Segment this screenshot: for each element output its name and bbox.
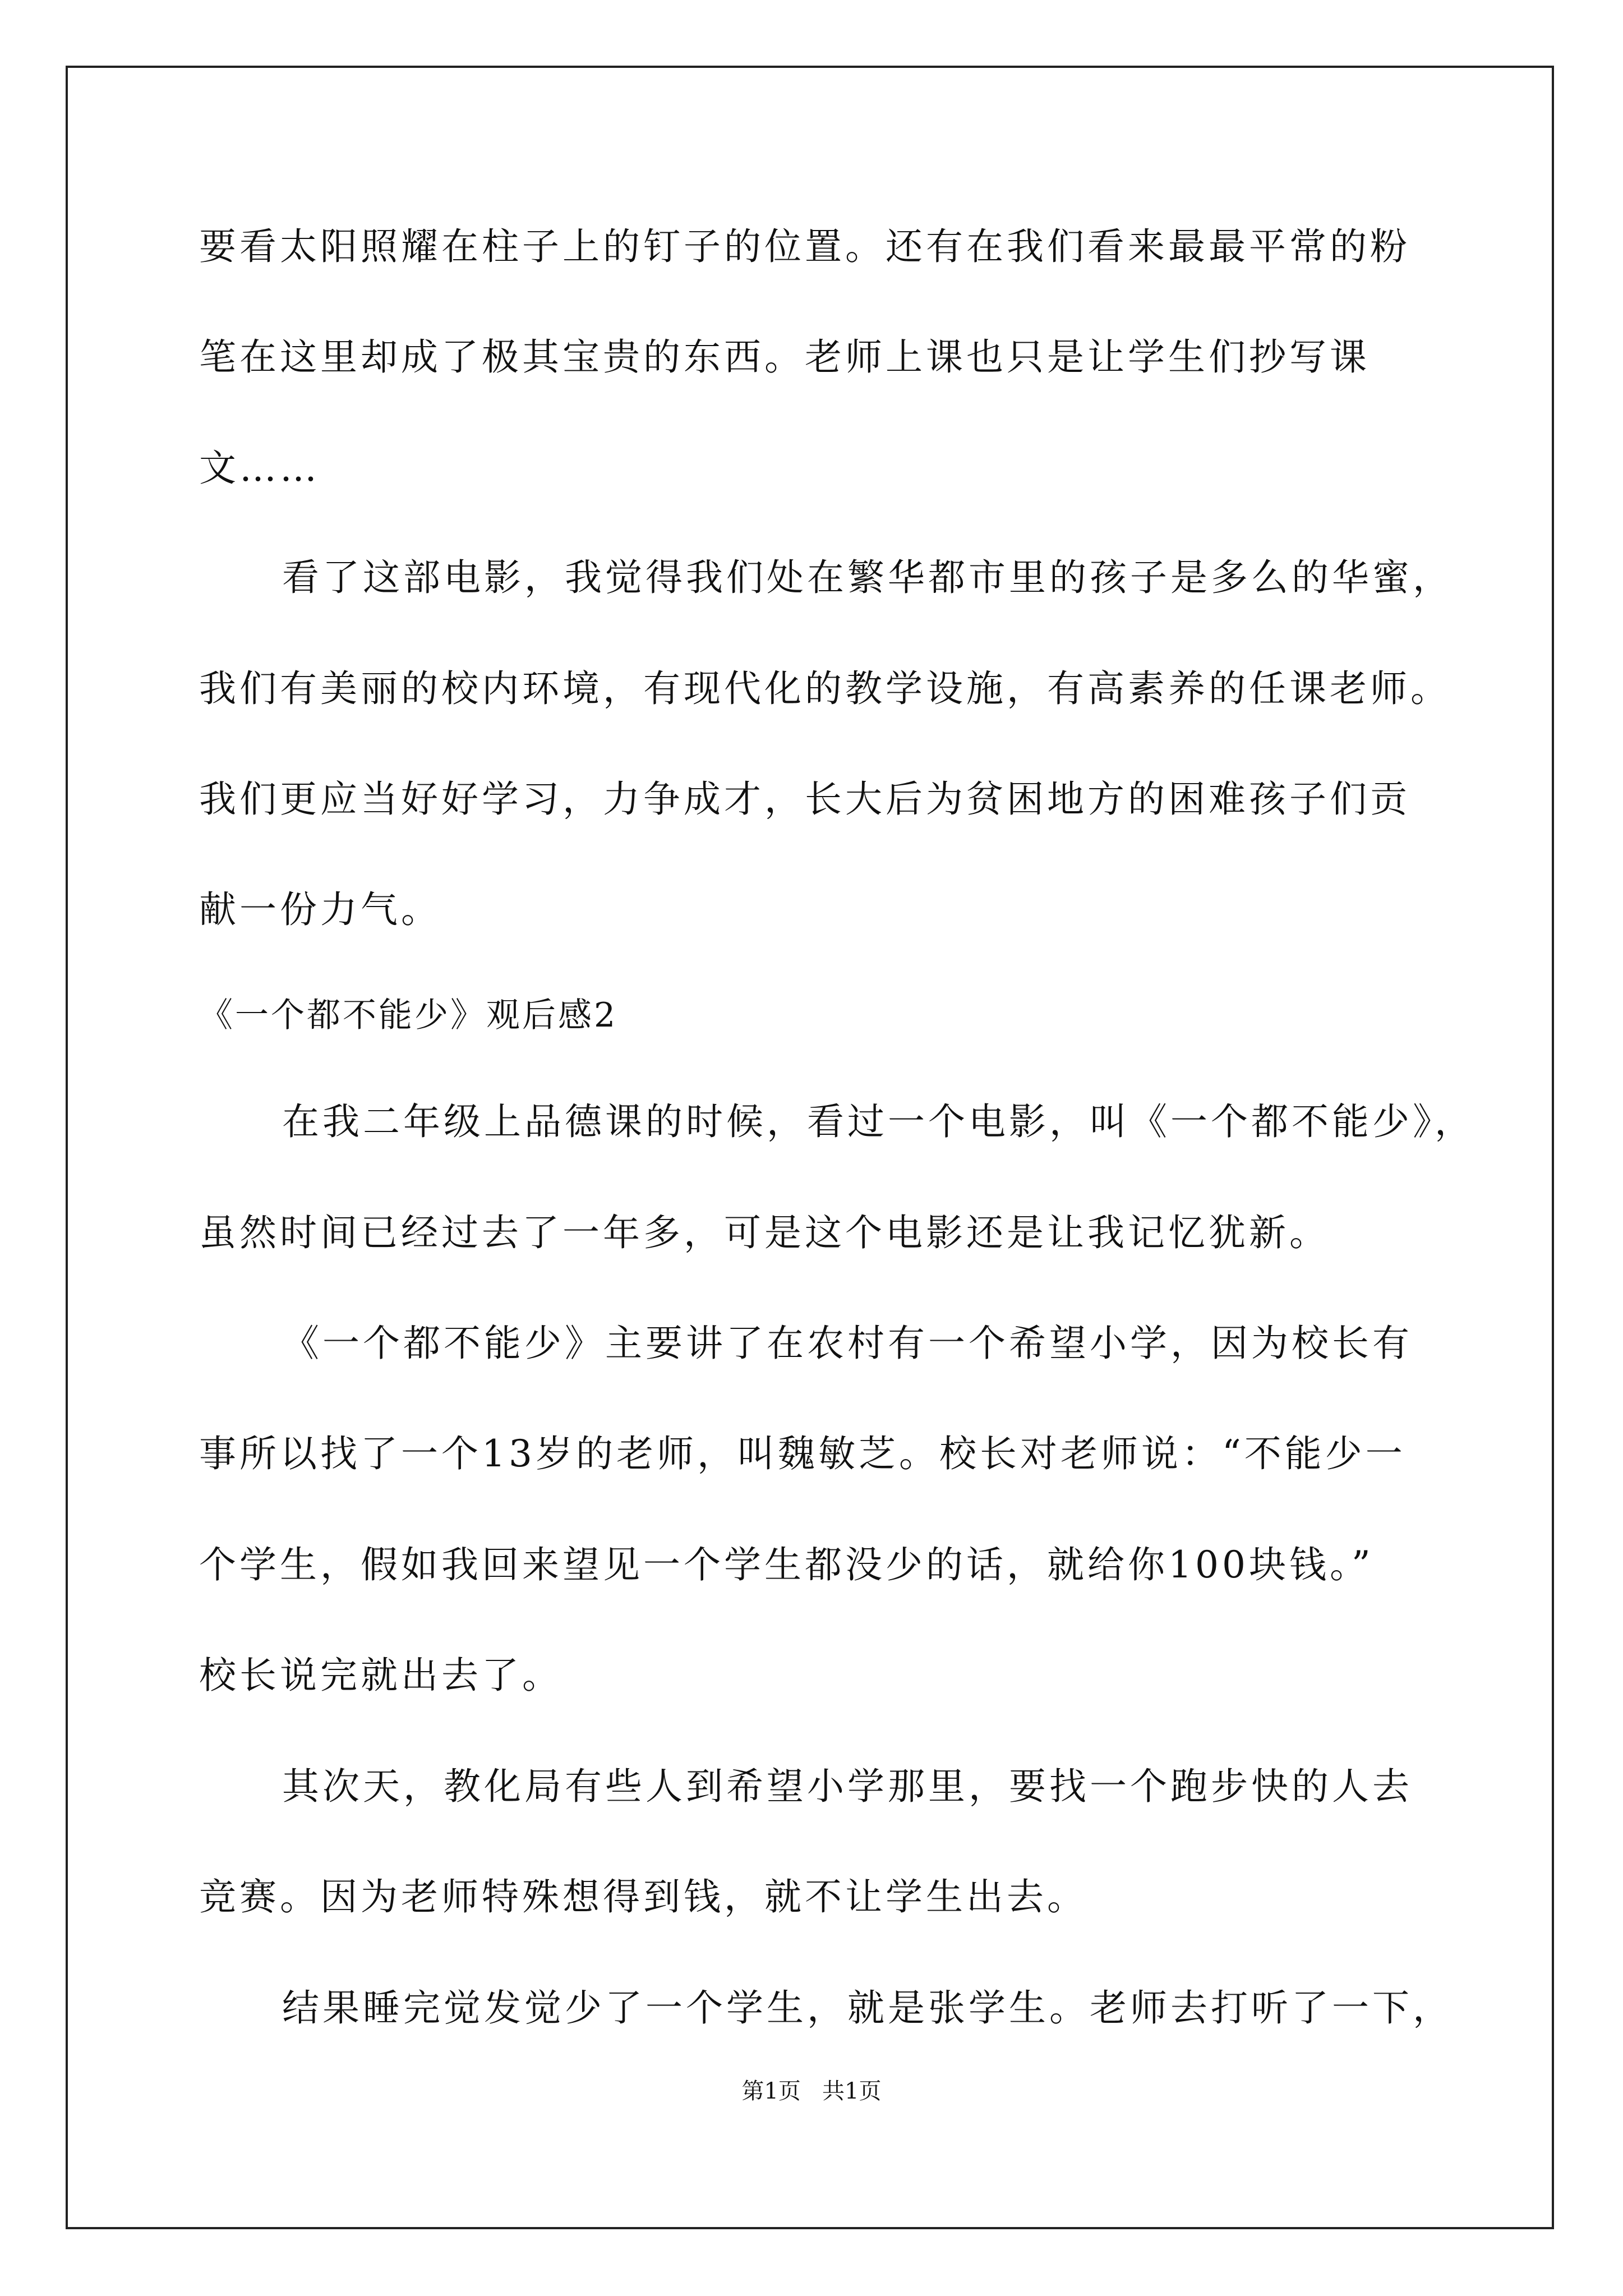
body-line-8: 在我二年级上品德课的时候，看过一个电影，叫《一个都不能少》， bbox=[282, 1100, 1475, 1143]
body-line-16: 结果睡完觉发觉少了一个学生，就是张学生。老师去打听了一下， bbox=[282, 1986, 1453, 2030]
body-line-1: 要看太阳照耀在柱子上的钉子的位置。还有在我们看来最最平常的粉 bbox=[199, 225, 1410, 268]
body-line-14: 其次天，教化局有些人到希望小学那里，要找一个跑步快的人去 bbox=[282, 1765, 1413, 1808]
body-line-5: 我们有美丽的校内环境，有现代化的教学设施，有高素养的任课老师。 bbox=[199, 667, 1451, 710]
body-line-15: 竞赛。因为老师特殊想得到钱，就不让学生出去。 bbox=[199, 1875, 1087, 1918]
body-line-3: 文…… bbox=[199, 447, 320, 490]
body-line-2: 笔在这里却成了极其宝贵的东西。老师上课也只是让学生们抄写课 bbox=[199, 335, 1370, 379]
body-line-13: 校长说完就出去了。 bbox=[199, 1654, 562, 1697]
body-line-7: 献一份力气。 bbox=[199, 888, 441, 931]
body-line-10: 《一个都不能少》主要讲了在农村有一个希望小学，因为校长有 bbox=[282, 1322, 1413, 1365]
body-line-6: 我们更应当好好学习，力争成才，长大后为贫困地方的困难孩子们贡 bbox=[199, 777, 1410, 821]
page-footer: 第1页 共1页 bbox=[741, 2078, 882, 2104]
body-line-4: 看了这部电影，我觉得我们处在繁华都市里的孩子是多么的华蜜， bbox=[282, 556, 1453, 599]
body-line-11: 事所以找了一个13岁的老师，叫魏敏芝。校长对老师说：“不能少一 bbox=[199, 1432, 1406, 1475]
section-heading: 《一个都不能少》观后感2 bbox=[199, 996, 618, 1035]
body-line-12: 个学生，假如我回来望见一个学生都没少的话，就给你100块钱。” bbox=[199, 1543, 1374, 1586]
body-line-9: 虽然时间已经过去了一年多，可是这个电影还是让我记忆犹新。 bbox=[199, 1211, 1330, 1254]
